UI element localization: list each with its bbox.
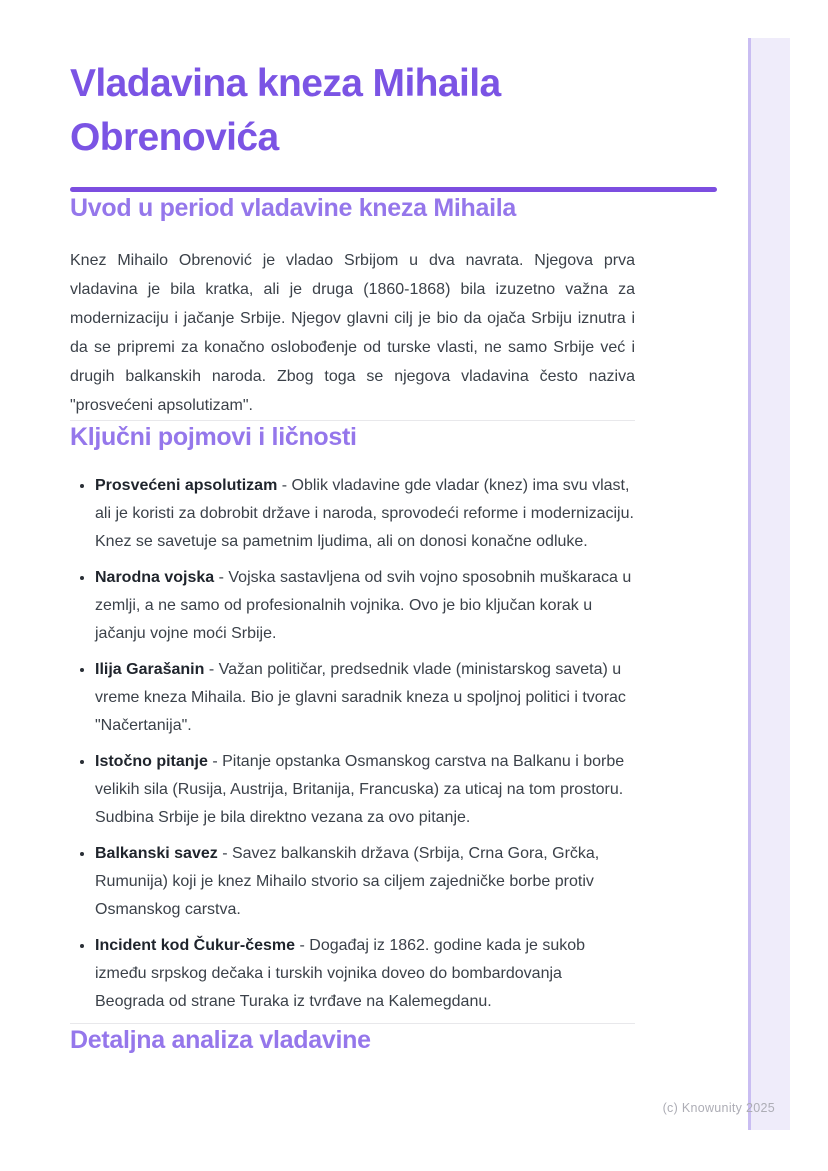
document-page xyxy=(70,0,635,1056)
concept-term: Istočno pitanje xyxy=(95,753,208,770)
section-concepts xyxy=(70,421,635,1016)
list-item xyxy=(95,563,635,648)
copyright-watermark: (c) Knowunity 2025 xyxy=(662,1101,775,1115)
list-item xyxy=(95,747,635,832)
concept-description: - Važan političar, predsednik vlade (ministarskog saveta) u vreme kneza Mihaila. Bio je glavni saradnik kneza u spoljnoj politici i tvorac "Načertanija". xyxy=(95,661,626,734)
concept-term: Narodna vojska xyxy=(95,569,215,586)
concept-term: Incident kod Čukur-česme xyxy=(95,937,296,954)
section-heading-intro: Uvod u period vladavine kneza Mihaila xyxy=(70,194,516,222)
concept-description: - Događaj iz 1862. godine kada je sukob između srpskog dečaka i turskih vojnika doveo do bombardovanja Beograda od strane Turaka iz tvrđave na Kalemegdanu. xyxy=(95,937,586,1010)
concept-term: Prosvećeni apsolutizam xyxy=(95,477,278,494)
concept-description: - Vojska sastavljena od svih vojno sposobnih muškaraca u zemlji, a ne samo od profesionalnih vojnika. Ovo je bio ključan korak u jačanju vojne moći Srbije. xyxy=(95,569,632,642)
decorative-side-strip xyxy=(748,38,790,1130)
list-item xyxy=(95,931,635,1016)
section-heading-concepts: Ključni pojmovi i ličnosti xyxy=(70,423,357,451)
section-intro xyxy=(70,192,635,420)
section-analysis xyxy=(70,1024,635,1056)
concept-term: Balkanski savez xyxy=(95,845,218,862)
concept-description: - Savez balkanskih država (Srbija, Crna Gora, Grčka, Rumunija) koji je knez Mihailo stvorio sa ciljem zajedničke borbe protiv Osmanskog carstva. xyxy=(95,845,600,918)
list-item xyxy=(95,839,635,924)
concept-list xyxy=(70,471,635,1016)
concept-term: Ilija Garašanin xyxy=(95,661,205,678)
list-item xyxy=(95,471,635,556)
page-title: Vladavina kneza Mihaila Obrenovića xyxy=(70,62,501,159)
section-heading-analysis: Detaljna analiza vladavine xyxy=(70,1026,371,1054)
intro-paragraph: Knez Mihailo Obrenović je vladao Srbijom u dva navrata. Njegova prva vladavina je bila kratka, ali je druga (1860-1868) bila izuzetno važna za modernizaciju i jačanje Srbije. Njegov glavni cilj je bio da ojača Srbiju iznutra i da se pripremi za konačno oslobođenje od turske vlasti, ne samo Srbije već i drugih balkanskih naroda. Zbog toga se njegova vladavina često naziva "prosvećeni apsolutizam". xyxy=(70,252,635,414)
list-item xyxy=(95,655,635,740)
concept-description: - Pitanje opstanka Osmanskog carstva na Balkanu i borbe velikih sila (Rusija, Austrija, Britanija, Francuska) za uticaj na tom prostoru. Sudbina Srbije je bila direktno vezana za ovo pitanje. xyxy=(95,753,625,826)
concept-description: - Oblik vladavine gde vladar (knez) ima svu vlast, ali je koristi za dobrobit države i naroda, sprovodeći reforme i modernizaciju. Knez se savetuje sa pametnim ljudima, ali on donosi konačne odluke. xyxy=(95,477,634,550)
